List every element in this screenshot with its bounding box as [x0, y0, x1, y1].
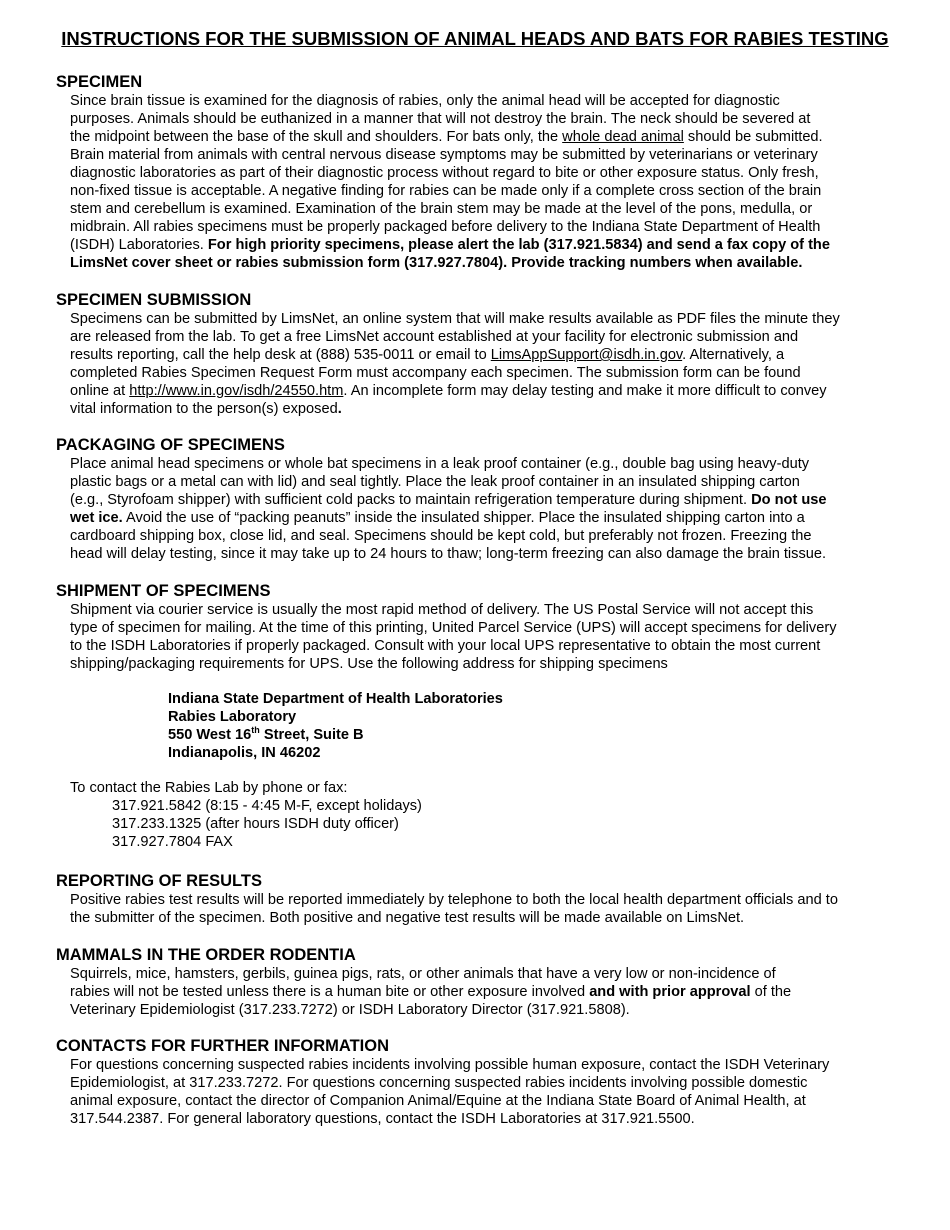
section-contacts: [56, 1036, 896, 1128]
text-line: type of specimen for mailing. At the time of this printing, United Parcel Service (UPS) will accept specimens for delivery: [70, 620, 837, 636]
text-span: should be submitted.: [683, 129, 823, 145]
text-line: Positive rabies test results will be reported immediately by telephone to both the local health department officials and to: [70, 892, 838, 908]
underlined-phrase: whole dead animal: [562, 129, 684, 145]
text-line: [70, 491, 896, 509]
text-span: (ISDH) Laboratories.: [70, 237, 208, 253]
text-line: [70, 382, 896, 400]
address-line: [168, 726, 896, 744]
text-line: Since brain tissue is examined for the diagnosis of rabies, only the animal head will be accepted for diagnostic: [70, 93, 780, 109]
section-body: [70, 455, 896, 563]
text-line: [70, 128, 896, 146]
bold-phrase: and with prior approval: [589, 984, 751, 1000]
bold-phrase: For high priority specimens, please alert the lab (317.921.5834) and send a fax copy of the: [207, 237, 830, 253]
section-heading: SHIPMENT OF SPECIMENS: [56, 582, 271, 600]
address-line: Rabies Laboratory: [168, 709, 297, 725]
text-line: midbrain. All rabies specimens must be properly packaged before delivery to the Indiana State Department of Health: [70, 219, 821, 235]
address-line: Indiana State Department of Health Laboratories: [168, 691, 503, 707]
shipping-address: [168, 690, 896, 762]
text-line: [70, 346, 896, 364]
section-packaging: [56, 435, 896, 563]
email-link[interactable]: LimsAppSupport@isdh.in.gov: [490, 347, 683, 363]
section-rodentia: [56, 945, 896, 1019]
text-span: Avoid the use of “packing peanuts” inside the insulated shipper. Place the insulated shipping carton into a: [122, 510, 805, 526]
text-line: non-fixed tissue is acceptable. A negative finding for rabies can be made only if a complete cross section of the brain: [70, 183, 822, 199]
text-line: diagnostic laboratories as part of their diagnostic process without regard to bite or other exposure status. Only fresh,: [70, 165, 819, 181]
text-line: stem and cerebellum is examined. Examination of the brain stem may be made at the level of the pons, medulla, or: [70, 201, 813, 217]
section-heading: SPECIMEN: [56, 73, 143, 91]
text-line: Place animal head specimens or whole bat specimens in a leak proof container (e.g., double bag using heavy-duty: [70, 456, 810, 472]
text-line: to the ISDH Laboratories if properly packaged. Consult with your local UPS representative to obtain the most current: [70, 638, 821, 654]
text-line: are released from the lab. To get a free LimsNet account established at your facility for electronic submission and: [70, 329, 799, 345]
bold-phrase: Do not use: [751, 492, 827, 508]
text-line: completed Rabies Specimen Request Form must accompany each specimen. The submission form can be found: [70, 365, 801, 381]
bold-phrase: wet ice.: [70, 510, 123, 526]
text-line: cardboard shipping box, close lid, and seal. Specimens should be kept cold, but preferably not frozen. Freezing the: [70, 528, 812, 544]
section-body: [70, 965, 896, 1019]
section-reporting: [56, 871, 896, 927]
contact-intro: To contact the Rabies Lab by phone or fax:: [70, 780, 348, 796]
text-line: Epidemiologist, at 317.233.7272. For questions concerning suspected rabies incidents involving possible domestic: [70, 1075, 808, 1091]
text-line: purposes. Animals should be euthanized in a manner that will not destroy the brain. The neck should be severed at: [70, 111, 811, 127]
text-line: animal exposure, contact the director of Companion Animal/Equine at the Indiana State Board of Animal Health, at: [70, 1093, 806, 1109]
section-body: [70, 310, 896, 418]
text-line: Shipment via courier service is usually the most rapid method of delivery. The US Postal Service will not accept this: [70, 602, 814, 618]
text-span: online at: [70, 383, 130, 399]
section-heading: CONTACTS FOR FURTHER INFORMATION: [56, 1037, 390, 1055]
text-span: results reporting, call the help desk at (888) 535-0011 or email to: [70, 347, 491, 363]
section-body: [70, 1056, 896, 1128]
text-line: Squirrels, mice, hamsters, gerbils, guinea pigs, rats, or other animals that have a very low or non-incidence of: [70, 966, 776, 982]
section-body: [70, 92, 896, 272]
document-title: INSTRUCTIONS FOR THE SUBMISSION OF ANIMAL HEADS AND BATS FOR RABIES TESTING: [61, 28, 889, 49]
text-span: of the: [750, 984, 792, 1000]
text-span: 550 West 16: [168, 727, 252, 743]
text-line: head will delay testing, since it may take up to 24 hours to thaw; long-term freezing can also damage the brain tissue.: [70, 546, 827, 562]
text-line: [70, 400, 896, 418]
section-heading: REPORTING OF RESULTS: [56, 872, 262, 890]
address-line: Indianapolis, IN 46202: [168, 745, 321, 761]
text-line: Brain material from animals with central nervous disease symptoms may be submitted by veterinarians or veterinary: [70, 147, 818, 163]
phone-number: 317.921.5842 (8:15 - 4:45 M-F, except holidays): [112, 798, 422, 814]
text-line: plastic bags or a metal can with lid) and seal tightly. Place the leak proof container in an insulated shipping carton: [70, 474, 800, 490]
text-span: rabies will not be tested unless there is a human bite or other exposure involved: [70, 984, 590, 1000]
section-specimen-submission: [56, 290, 896, 418]
text-span: (e.g., Styrofoam shipper) with sufficient cold packs to maintain refrigeration temperature during shipment.: [70, 492, 752, 508]
text-span: Street, Suite B: [259, 727, 364, 743]
fax-number: 317.927.7804 FAX: [112, 834, 233, 850]
section-heading: MAMMALS IN THE ORDER RODENTIA: [56, 946, 356, 964]
text-line: 317.544.2387. For general laboratory questions, contact the ISDH Laboratories at 317.921.5500.: [70, 1111, 695, 1127]
submission-form-link[interactable]: http://www.in.gov/isdh/24550.htm: [129, 383, 344, 399]
text-line: [70, 983, 896, 1001]
bold-line: LimsNet cover sheet or rabies submission form (317.927.7804). Provide tracking numbers when available.: [70, 255, 803, 271]
phone-number: 317.233.1325 (after hours ISDH duty officer): [112, 816, 399, 832]
section-shipment: [56, 581, 896, 851]
text-span: vital information to the person(s) exposed: [70, 401, 338, 417]
section-body: [70, 891, 896, 927]
text-line: the submitter of the specimen. Both positive and negative test results will be made available on LimsNet.: [70, 910, 745, 926]
text-line: [70, 509, 896, 527]
superscript: th: [251, 725, 260, 735]
text-line: [70, 236, 896, 254]
text-line: Veterinary Epidemiologist (317.233.7272) or ISDH Laboratory Director (317.921.5808).: [70, 1002, 630, 1018]
section-specimen: [56, 72, 896, 272]
section-body: [70, 601, 896, 673]
text-line: Specimens can be submitted by LimsNet, an online system that will make results available as PDF files the minute they: [70, 311, 840, 327]
section-heading: SPECIMEN SUBMISSION: [56, 291, 252, 309]
text-span: . Alternatively, a: [682, 347, 785, 363]
section-heading: PACKAGING OF SPECIMENS: [56, 436, 285, 454]
bold-period: .: [337, 401, 342, 417]
text-line: For questions concerning suspected rabies incidents involving possible human exposure, contact the ISDH Veterinary: [70, 1057, 830, 1073]
text-line: shipping/packaging requirements for UPS. Use the following address for shipping specimens: [70, 656, 668, 672]
text-span: . An incomplete form may delay testing and make it more difficult to convey: [343, 383, 827, 399]
text-span: the midpoint between the base of the skull and shoulders. For bats only, the: [70, 129, 563, 145]
contact-block: [70, 779, 896, 851]
